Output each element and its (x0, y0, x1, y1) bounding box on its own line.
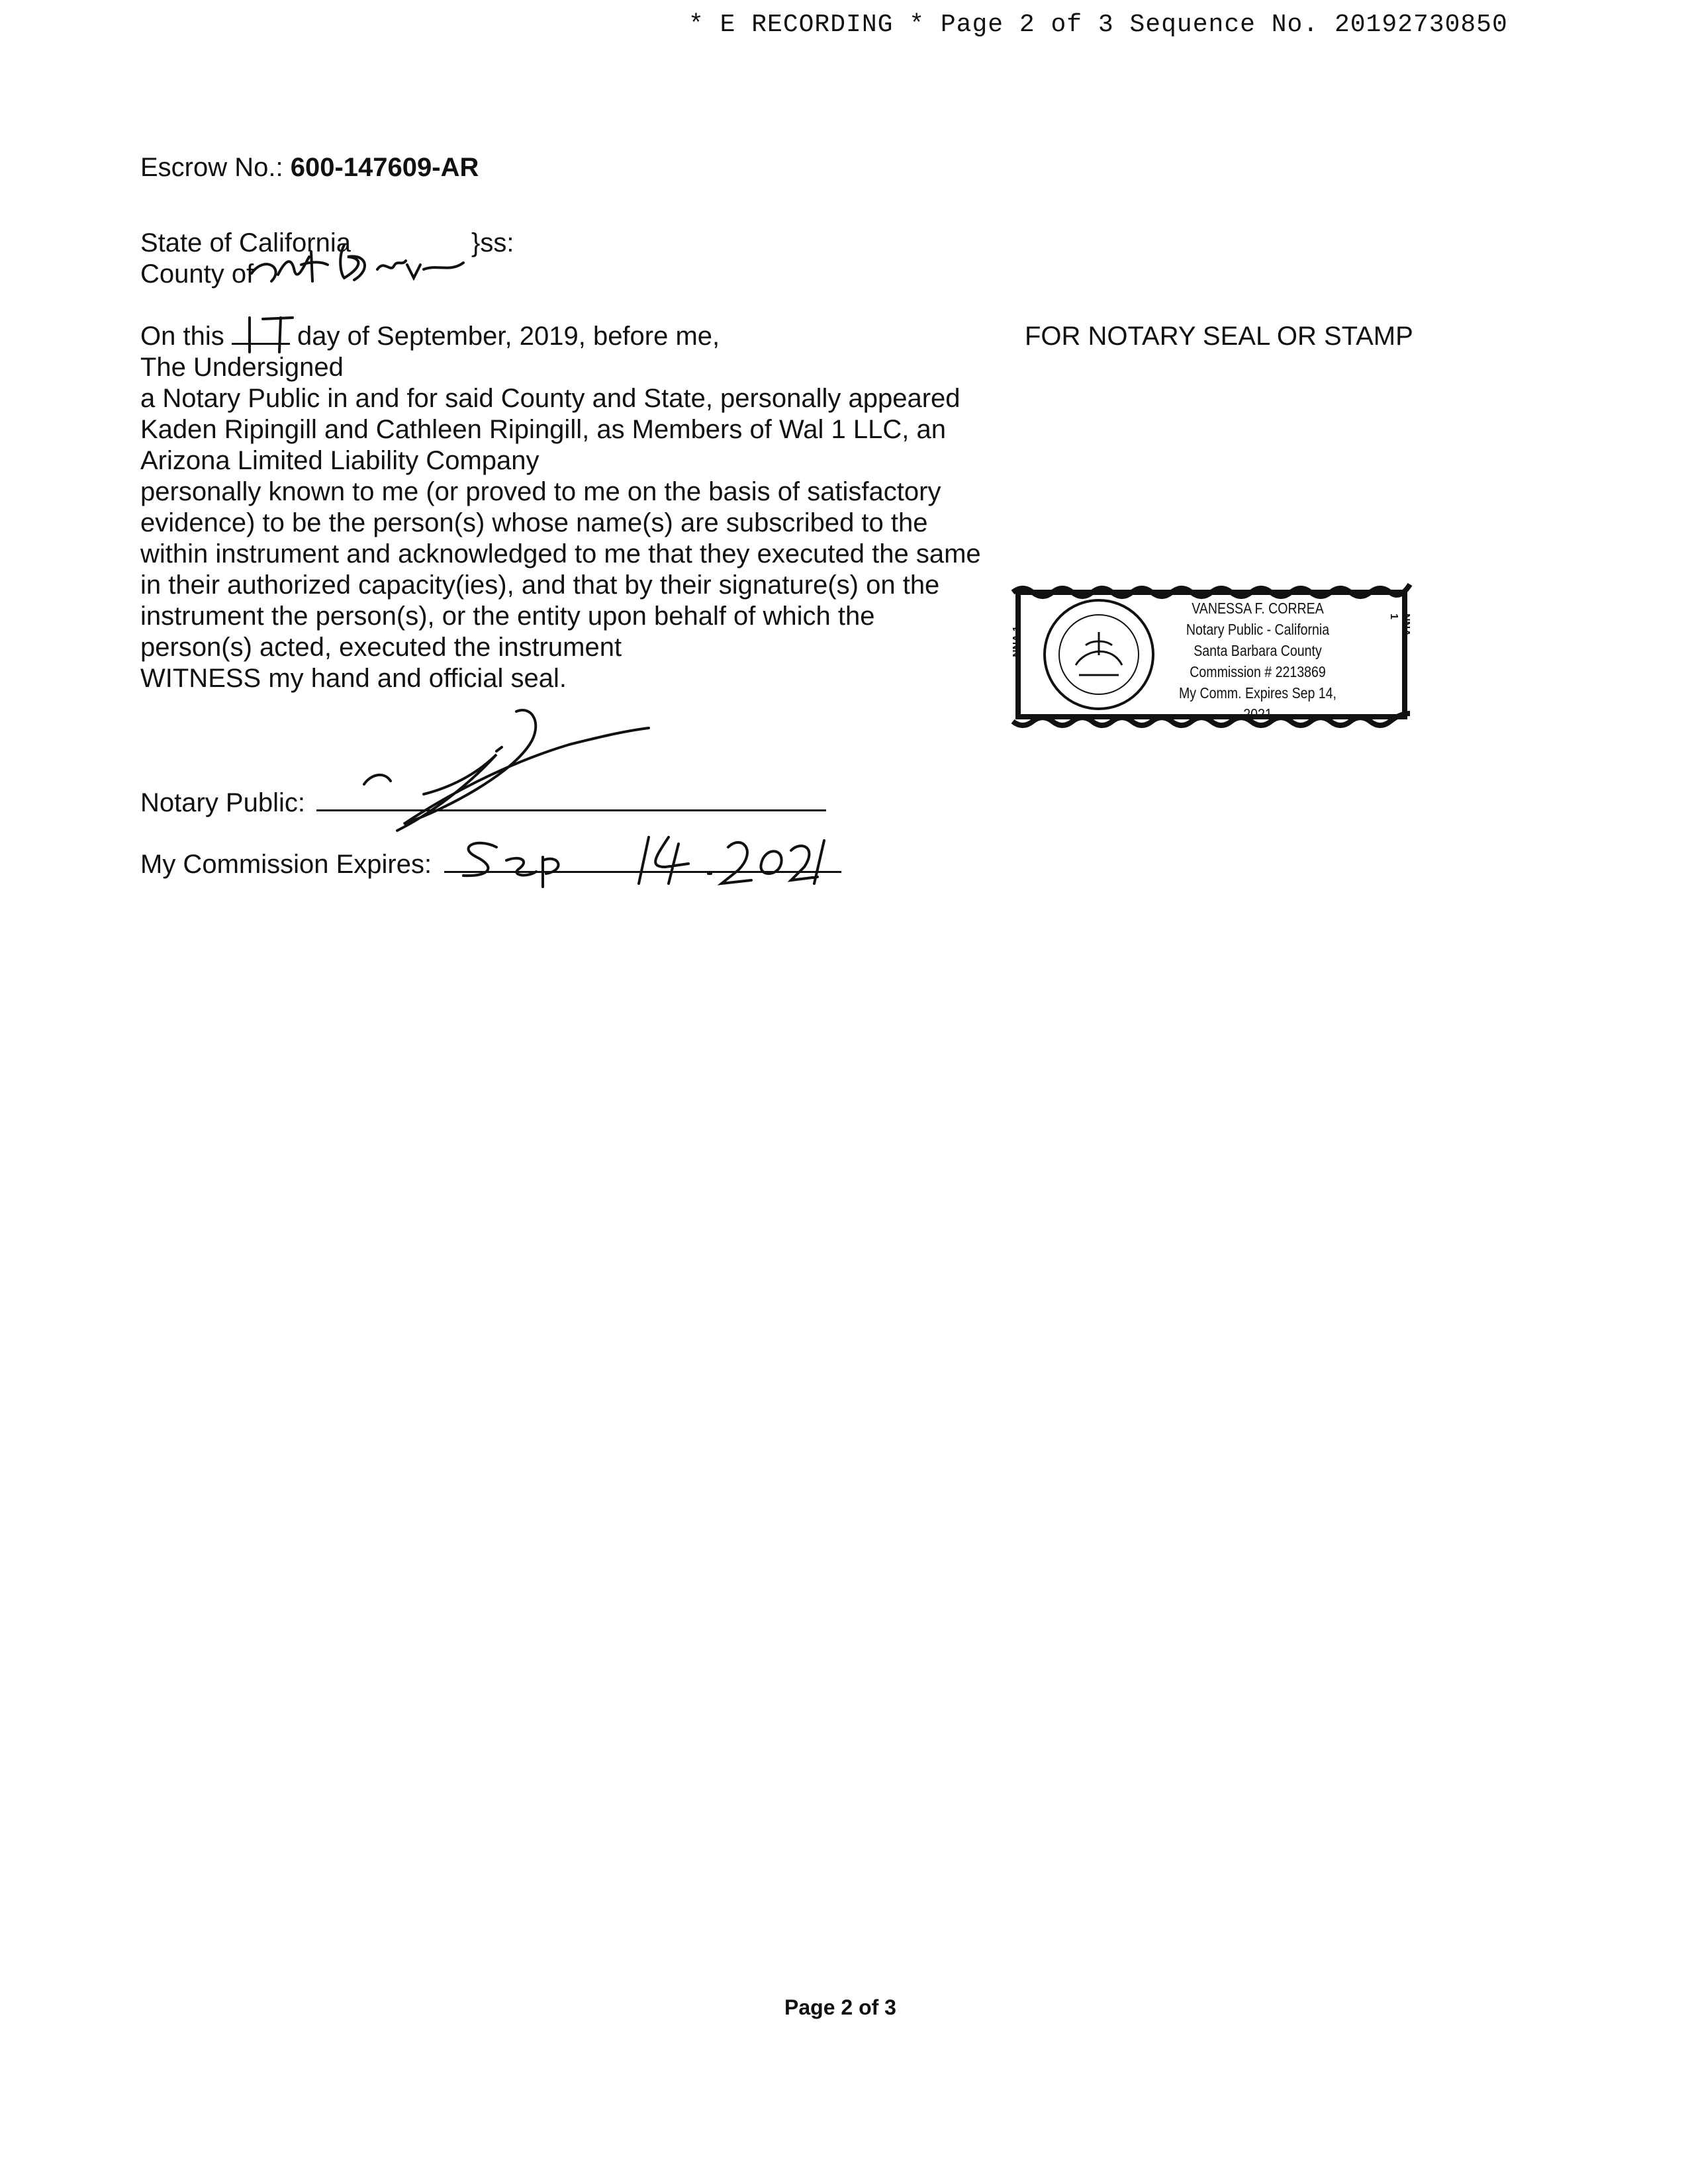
date-rest: day of September, 2019, before me, (297, 322, 720, 351)
stamp-commission: Commission # 2213869 (1190, 663, 1326, 680)
commission-label: My Commission Expires: (140, 850, 432, 879)
commission-handwriting (450, 827, 861, 887)
notary-appeared-line: a Notary Public in and for said County and State, personally appeared (140, 384, 961, 413)
acknowledgment-text (140, 321, 988, 694)
body-paragraph: personally known to me (or proved to me on the basis of satisfactory evidence) to be the person(s) whose name(s) are subscribed to the within instrument and acknowledged to me that they executed the same in their authorized capacity(ies), and that by their signature(s) on the instrument the person(s), or the entity upon behalf of which the person(s) acted, executed the instrument (140, 477, 981, 662)
stamp-side-code-left: NNA 1 (1011, 625, 1023, 657)
county-line: County of (140, 259, 254, 289)
stamp-title: Notary Public - California (1186, 621, 1330, 638)
stamp-county: Santa Barbara County (1194, 642, 1322, 659)
notary-stamp (1006, 566, 1417, 735)
date-lead: On this (140, 322, 224, 351)
escrow-value: 600-147609-AR (290, 153, 479, 182)
stamp-expires: My Comm. Expires Sep 14, 2021 (1179, 684, 1336, 723)
seal-caption: FOR NOTARY SEAL OR STAMP (1025, 322, 1413, 351)
page-footer: Page 2 of 3 (784, 1995, 896, 2019)
escrow-label: Escrow No.: (140, 153, 283, 182)
recording-header: * E RECORDING * Page 2 of 3 Sequence No. 20192730850 (688, 11, 1508, 39)
notary-public-label: Notary Public: (140, 788, 305, 817)
county-handwriting (238, 228, 503, 288)
stamp-text (1174, 598, 1342, 725)
stamp-side-code-right: NNA 1 (1388, 614, 1411, 637)
escrow-number (140, 152, 479, 183)
witness-line: WITNESS my hand and official seal. (140, 664, 567, 693)
signers-line: Kaden Ripingill and Cathleen Ripingill, as Members of Wal 1 LLC, an Arizona Limited Liability Company (140, 415, 946, 475)
ss-label: }ss: (471, 228, 514, 257)
state-line: State of California (140, 228, 351, 257)
officer-line: The Undersigned (140, 353, 344, 382)
stamp-name: VANESSA F. CORREA (1192, 600, 1324, 617)
notary-signature (344, 698, 662, 844)
day-handwriting (240, 311, 299, 357)
